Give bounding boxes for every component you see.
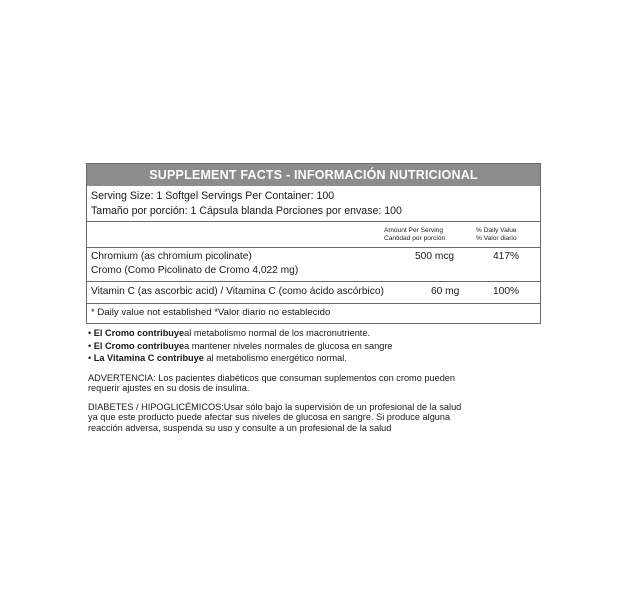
serving-line-spanish: Tamaño por porción: 1 Cápsula blanda Porciones por envase: 100 <box>91 205 402 217</box>
nutrient-row-chromium <box>87 248 540 282</box>
claim-bold: El Cromo contribuye <box>93 328 185 338</box>
claim-item: • La Vitamina C contribuye al metabolismo energético normal. <box>88 353 347 363</box>
nutrient-name: Vitamin C (as ascorbic acid) / Vitamina C (como ácido ascórbico) <box>91 286 384 297</box>
diabetes-line: ya que este producto puede afectar sus niveles de glucosa en sangre. Si produce alguna <box>88 412 451 422</box>
diabetes-line: reacción adversa, suspenda su uso y consulte a un profesional de la salud <box>88 422 392 433</box>
nutrient-name-english: Chromium (as chromium picolinate) <box>91 251 252 262</box>
nutrient-amount: 500 mcg <box>415 251 455 262</box>
nutrient-daily-value: 100% <box>493 286 520 297</box>
label-title: SUPPLEMENT FACTS - INFORMACIÓN NUTRICIONAL <box>87 164 540 186</box>
claim-item: • El Cromo contribuyeal metabolismo normal de los macronutriente. <box>88 328 371 338</box>
nutrient-amount: 60 mg <box>431 286 460 297</box>
dv-header-spanish: % Valor diario <box>476 235 517 242</box>
daily-value-footnote: * Daily value not established *Valor diario no establecido <box>91 307 331 318</box>
amount-header-english: Amount Per Serving <box>384 227 444 234</box>
claim-bold: La Vitamina C contribuye <box>93 353 204 363</box>
serving-info <box>87 186 540 222</box>
claim-text: a mantener niveles normales de glucosa en sangre <box>184 340 393 351</box>
dv-header-english: % Daily Value <box>476 227 517 234</box>
diabetes-line: DIABETES / HIPOGLICÉMICOS:Usar sólo bajo la supervisión de un profesional de la salud <box>88 401 462 412</box>
warning-paragraph <box>88 373 558 394</box>
label-notes <box>88 327 558 433</box>
nutrient-daily-value: 417% <box>493 251 520 262</box>
supplement-facts-label <box>86 163 541 324</box>
column-headers <box>87 222 540 248</box>
claim-item: • El Cromo contribuyea mantener niveles normales de glucosa en sangre <box>88 340 393 351</box>
nutrient-name-spanish: Cromo (Como Picolinato de Cromo 4,022 mg) <box>91 265 299 276</box>
nutrient-row-vitamin-c <box>87 282 540 304</box>
amount-header-spanish: Cantidad por porción <box>384 235 446 242</box>
serving-line-english: Serving Size: 1 Softgel Servings Per Container: 100 <box>91 190 335 202</box>
warning-line: requerir ajustes en su dosis de insulina. <box>88 383 250 393</box>
diabetes-paragraph <box>88 402 558 434</box>
claim-bold: El Cromo contribuye <box>93 340 185 351</box>
claim-text: al metabolismo energético normal. <box>203 353 347 363</box>
claim-text: al metabolismo normal de los macronutriente. <box>184 328 371 338</box>
warning-line: ADVERTENCIA: Los pacientes diabéticos que consuman suplementos con cromo pueden <box>88 372 456 383</box>
